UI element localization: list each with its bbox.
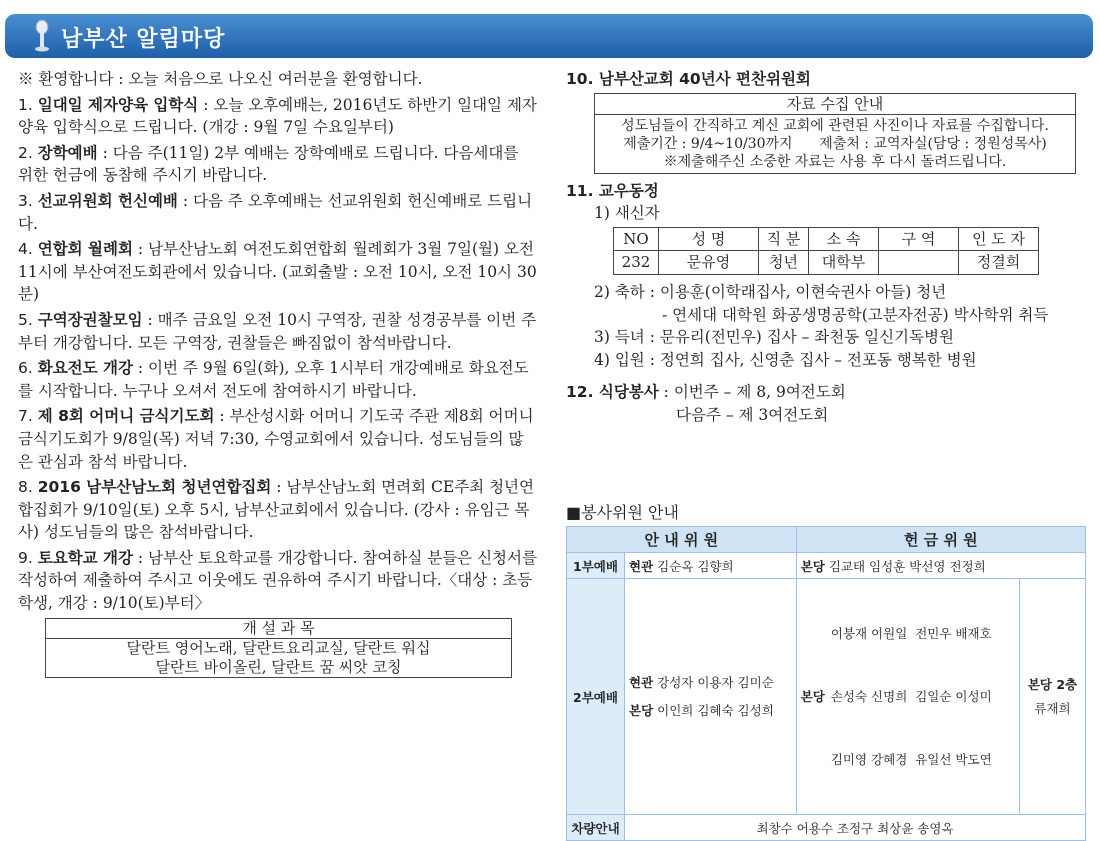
table-header: 구 역 xyxy=(879,227,959,251)
table-header: NO xyxy=(614,227,659,251)
history-box-title: 자료 수집 안내 xyxy=(595,94,1075,115)
table-cell: 청년 xyxy=(759,251,809,275)
location-label: 본당 2층 xyxy=(1027,676,1078,692)
guide-names: 강성자 이용자 김미순 xyxy=(657,674,774,690)
service-label: 2부예배 xyxy=(567,579,625,815)
item-heading: 일대일 제자양육 입학식 xyxy=(37,95,199,114)
table-header: 소 속 xyxy=(809,227,879,251)
volunteers-title: ■봉사위원 안내 xyxy=(566,503,679,522)
item-text: : 다음 주 오후예배는 선교위원회 헌신예배로 드립니다. xyxy=(18,191,533,233)
table-row xyxy=(567,553,1086,579)
announcement-item xyxy=(18,405,538,473)
header-banner xyxy=(5,14,1093,58)
kitchen-line: : 이번주 – 제 8, 9여전도회 xyxy=(658,383,846,402)
item-heading: 장학예배 xyxy=(37,143,98,162)
item-text: : 오늘 오후예배는, 2016년도 하반기 일대일 제자양육 입학식으로 드립니다. (개강 : 9월 7일 수요일부터) xyxy=(18,95,537,137)
offering-names: 김미영 강혜경 유일선 박도연 xyxy=(830,752,992,767)
announcement-item xyxy=(18,476,538,544)
announcement-item xyxy=(18,142,538,187)
announcement-item xyxy=(18,357,538,402)
item-text: : 매주 금요일 오전 10시 구역장, 권찰 성경공부를 이번 주부터 개강합니다. 모든 구역장, 권찰들은 빠짐없이 참석바랍니다. xyxy=(18,310,537,352)
item-heading: 화요전도 개강 xyxy=(37,359,133,378)
announcement-item xyxy=(18,94,538,139)
page-title: 남부산 알림마당 xyxy=(61,27,226,52)
celebrate-line: 2) 축하 : 이용훈(이학래집사, 이현숙권사 아들) 청년 xyxy=(594,282,947,301)
location-label: 현관 xyxy=(629,674,654,690)
announcement-item xyxy=(18,547,538,615)
table-row xyxy=(567,815,1086,841)
history-heading: 10. 남부산교회 40년사 편찬위원회 xyxy=(566,70,811,88)
volunteers-table xyxy=(566,526,1086,841)
offering-names: 류재희 xyxy=(1034,700,1071,716)
guide-names: 이인희 김혜숙 김성희 xyxy=(657,702,774,718)
offering-names: 손성숙 신명희 김일순 이성미 xyxy=(830,689,992,704)
offering-names: 김교태 임성훈 박선영 전정희 xyxy=(828,558,986,574)
item-text: : 남부산 토요학교를 개강합니다. 참여하실 분들은 신청서를 작성하여 제출하여 주시고 이웃에도 권유하여 주시기 바랍니다.〈대상 : 초등학생, 개강 : 9/10(토)부터〉 xyxy=(18,548,537,613)
table-cell: 232 xyxy=(614,251,659,275)
item-heading: 토요학교 개강 xyxy=(37,548,133,567)
item-heading: 제 8회 어머니 금식기도회 xyxy=(37,407,215,426)
microphone-icon xyxy=(33,20,51,52)
table-row xyxy=(567,579,1086,815)
history-line: 성도님들이 간직하고 계신 교회에 관련된 사진이나 자료를 수집합니다. xyxy=(621,117,1049,134)
item-heading: 2016 남부산남노회 청년연합집회 xyxy=(37,478,272,497)
birth-line: 3) 득녀 : 문유리(전민우) 집사 – 좌천동 일신기독병원 xyxy=(594,328,954,347)
history-line: ※제출해주신 소중한 자료는 사용 후 다시 돌려드립니다. xyxy=(663,153,1007,170)
item-heading: 연합회 월례회 xyxy=(37,240,133,259)
newcomer-table xyxy=(613,227,1039,275)
history-box xyxy=(594,93,1076,174)
item-number: 1. xyxy=(18,95,33,114)
item-number: 3. xyxy=(18,191,33,210)
celebrate-detail: - 연세대 대학원 화공생명공학(고분자전공) 박사학위 취득 xyxy=(662,305,1049,324)
service-label: 차량안내 xyxy=(567,815,625,841)
table-header: 직 분 xyxy=(759,227,809,251)
item-number: 9. xyxy=(18,548,33,567)
item-text: : 부산성시화 어머니 기도국 주관 제8회 어머니 금식기도회가 9/8일(목) 저녁 7:30, 수영교회에서 있습니다. 성도님들의 많은 관심과 참석 바랍니다. xyxy=(18,407,534,471)
item-heading: 구역장권찰모임 xyxy=(37,310,143,329)
table-row xyxy=(614,251,1039,275)
location-label: 본당 xyxy=(800,558,825,574)
item-heading: 선교위원회 헌신예배 xyxy=(37,191,178,210)
courses-line: 달란트 영어노래, 달란트요리교실, 달란트 워십 xyxy=(126,638,431,657)
item-text: : 다음 주(11일) 2부 예배는 장학예배로 드립니다. 다음세대를 위한 헌금에 동참해 주시기 바랍니다. xyxy=(18,143,519,185)
courses-title: 개 설 과 목 xyxy=(46,619,511,639)
item-number: 2. xyxy=(18,143,33,162)
location-label: 현관 xyxy=(629,558,654,574)
item-number: 7. xyxy=(18,407,33,426)
kitchen-heading: 12. 식당봉사 xyxy=(566,383,659,402)
hospital-line: 4) 입원 : 정연희 집사, 신영춘 집사 – 전포동 행복한 병원 xyxy=(594,350,977,369)
table-header: 인 도 자 xyxy=(959,227,1039,251)
courses-box xyxy=(45,618,512,678)
right-column xyxy=(566,68,1086,427)
table-cell: 문유영 xyxy=(659,251,759,275)
newcomer-label: 1) 새신자 xyxy=(594,204,660,223)
announcement-item xyxy=(18,190,538,235)
table-header-row xyxy=(567,527,1086,553)
table-cell: 대학부 xyxy=(809,251,879,275)
service-label: 1부예배 xyxy=(567,553,625,579)
announcement-item xyxy=(18,309,538,354)
guide-names: 김순옥 김향희 xyxy=(657,558,734,574)
item-number: 4. xyxy=(18,240,33,259)
table-header: 성 명 xyxy=(659,227,759,251)
offering-header: 헌 금 위 원 xyxy=(796,527,1085,553)
announcements xyxy=(18,68,538,678)
item-text: : 남부산남노회 여전도회연합회 월례회가 3월 7일(월) 오전 11시에 부산여전도회관에서 있습니다. (교회출발 : 오전 10시, 오전 10시 30분) xyxy=(18,240,537,304)
guide-header: 안 내 위 원 xyxy=(567,527,797,553)
courses-line: 달란트 바이올린, 달란트 꿈 씨앗 코칭 xyxy=(155,657,402,676)
table-header-row xyxy=(614,227,1039,251)
kitchen-line: 다음주 – 제 3여전도회 xyxy=(676,405,829,424)
history-line: 제출기간 : 9/4~10/30까지 제출처 : 교역자실(담당 : 정원성목사) xyxy=(623,135,1047,152)
item-text: : 남부산남노회 면려회 CE주최 청년연합집회가 9/10일(토) 오후 5시, 남부산교회에서 있습니다. (강사 : 유임근 목사) 성도님들의 많은 참석바랍니다. xyxy=(18,478,534,542)
location-label: 본당 xyxy=(800,689,825,704)
news-heading: 11. 교우동정 xyxy=(566,181,659,200)
item-text: : 이번 주 9월 6일(화), 오후 1시부터 개강예배로 화요전도를 시작합니다. 누구나 오셔서 전도에 참여하시기 바랍니다. xyxy=(18,359,529,400)
item-number: 5. xyxy=(18,310,33,329)
location-label: 본당 xyxy=(629,702,654,718)
item-number: 6. xyxy=(18,359,33,378)
table-cell xyxy=(879,251,959,275)
offering-names: 이붕재 이원일 전민우 배재호 xyxy=(830,626,992,641)
welcome-text: ※ 환영합니다 : 오늘 처음으로 나오신 여러분을 환영합니다. xyxy=(18,70,423,88)
item-number: 8. xyxy=(18,478,33,497)
table-cell: 정결희 xyxy=(959,251,1039,275)
announcement-item xyxy=(18,238,538,306)
driver-names: 최창수 어용수 조정구 최상윤 송영옥 xyxy=(625,815,1086,841)
